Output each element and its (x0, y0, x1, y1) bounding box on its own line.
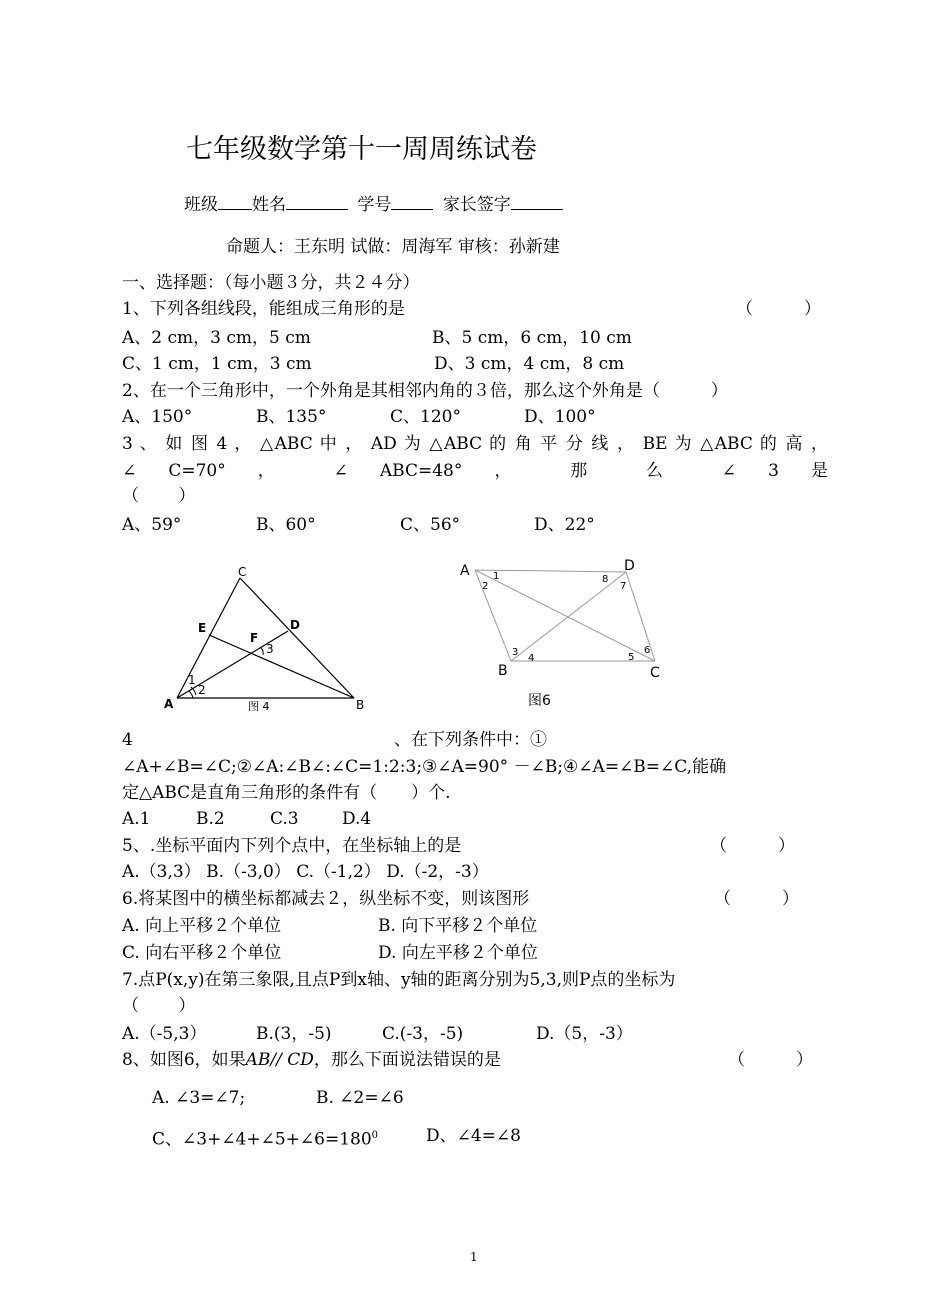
q1-option-a: A、2 cm，3 cm，5 cm (122, 328, 311, 348)
q8-option-d: D、∠4=∠8 (426, 1126, 521, 1146)
q4-line-2: ∠A+∠B=∠C;②∠A:∠B∠:∠C=1:2:3;③∠A=90° －∠B;④∠A=∠B=∠C,能确 (122, 757, 727, 777)
q7-option-b: B.(3，-5) (256, 1024, 332, 1044)
q2-stem: 2、在一个三角形中，一个外角是其相邻内角的３倍，那么这个外角是（ ） (122, 381, 728, 401)
class-label: 班级 (184, 195, 218, 215)
q8-option-c (152, 1125, 378, 1151)
q7-option-c: C.(-3，-5) (382, 1024, 464, 1044)
q4-option-c: C.3 (270, 809, 299, 829)
page-title: 七年级数学第十一周周练试卷 (186, 134, 537, 165)
q7-option-a: A.（-5,3） (122, 1024, 207, 1044)
q8-stem (122, 1049, 501, 1071)
name-label: 姓名 (252, 195, 286, 215)
number-label: 学号 (357, 195, 392, 215)
fig6-angle-3: 3 (512, 647, 519, 658)
q3-line-3: （ ） (122, 486, 196, 506)
fig4-angle-2: 2 (198, 683, 206, 697)
fig6-label-b: B (498, 663, 508, 679)
fig6-angle-8: 8 (602, 574, 609, 585)
fig4-label-a: A (164, 697, 174, 711)
fig6-label-a: A (460, 563, 470, 579)
q6-option-a: A. 向上平移２个单位 (122, 916, 282, 936)
q6-answer-paren: （ ） (714, 889, 799, 909)
fig4-label-f: F (250, 631, 259, 645)
section-heading: 一、选择题：（每小题３分，共２４分） (122, 273, 420, 293)
fig6-angle-1: 1 (493, 571, 500, 582)
q2-option-c: C、120° (390, 407, 461, 427)
fig6-label-d: D (624, 558, 635, 574)
fig6-angle-7: 7 (620, 581, 627, 592)
fig4-angle-1: 1 (188, 673, 196, 687)
q6-option-b: B. 向下平移２个单位 (378, 916, 538, 936)
q4-option-d: D.4 (342, 809, 372, 829)
q5-options: A.（3,3） B.（-3,0） C.（-1,2） D.（-2，-3） (122, 862, 489, 882)
q4-number: 4 (122, 730, 133, 750)
q7-stem: 7.点P(x,y)在第三象限,且点P到x轴、y轴的距离分别为5,3,则P点的坐标为 (122, 970, 676, 990)
student-info-line (184, 190, 563, 215)
number-blank (391, 195, 433, 210)
q1-answer-paren: （ ） (736, 299, 821, 319)
q4-option-b: B.2 (196, 809, 225, 829)
fig6-angle-5: 5 (628, 652, 635, 663)
fig4-caption: 图 4 (248, 700, 270, 713)
q8-stem-pre: 8、如图6，如果 (122, 1050, 246, 1070)
q8-stem-post: ，那么下面说法错误的是 (313, 1050, 501, 1070)
authors-line: 命题人：王东明 试做：周海军 审核：孙新建 (226, 237, 560, 257)
fig4-label-d: D (290, 618, 300, 632)
figure-6-parallelogram (450, 555, 680, 715)
q5-answer-paren: （ ） (710, 836, 795, 856)
fig6-caption: 图6 (528, 693, 551, 709)
q1-option-b: B、5 cm，6 cm，10 cm (432, 328, 632, 348)
fig6-angle-2: 2 (482, 581, 489, 592)
q8-answer-paren: （ ） (728, 1050, 813, 1070)
parent-sign-label: 家长签字 (442, 195, 511, 215)
q8-option-c-sup: 0 (371, 1130, 379, 1141)
q8-stem-math: AB// CD (245, 1050, 314, 1070)
fig6-angle-6: 6 (644, 645, 651, 656)
page-number: 1 (470, 1250, 478, 1264)
q4-option-a: A.1 (122, 809, 151, 829)
figure-4-triangle (150, 560, 380, 720)
q1-option-d: D、3 cm，4 cm，8 cm (434, 354, 625, 374)
fig4-label-e: E (198, 621, 207, 635)
q4-line-1: 、在下列条件中：① (394, 730, 547, 750)
q8-option-a: A. ∠3=∠7; (152, 1088, 246, 1108)
fig4-angle-3: 3 (266, 642, 274, 656)
fig6-angle-4: 4 (528, 653, 535, 664)
q7-answer-paren: （ ） (122, 996, 196, 1016)
q8-option-b: B. ∠2=∠6 (316, 1088, 404, 1108)
parent-sign-blank (511, 195, 563, 210)
q3-line-1: 3 、 如 图 4 ， △ABC 中 ， AD 为 △ABC 的 角 平 分 线 ， BE 为 △ABC 的 高 ， (122, 434, 828, 454)
q7-option-d: D.（5，-3） (536, 1024, 633, 1044)
q3-option-c: C、56° (400, 515, 461, 535)
q3-line-2: ∠ C=70° ， ∠ ABC=48° ， 那 么 ∠ 3 是 (122, 461, 828, 481)
q3-option-a: A、59° (122, 515, 182, 535)
fig4-label-b: B (356, 698, 365, 712)
q6-option-d: D. 向左平移２个单位 (378, 943, 538, 963)
q6-option-c: C. 向右平移２个单位 (122, 943, 282, 963)
fig6-label-c: C (650, 665, 660, 681)
q1-option-c: C、1 cm，1 cm，3 cm (122, 354, 312, 374)
q2-option-d: D、100° (524, 407, 596, 427)
q3-option-b: B、60° (256, 515, 316, 535)
name-blank (286, 195, 348, 210)
q2-option-a: A、150° (122, 407, 193, 427)
class-blank (218, 195, 252, 210)
q8-option-c-text: C、∠3+∠4+∠5+∠6=180 (152, 1129, 372, 1150)
q6-stem: 6.将某图中的横坐标都减去２，纵坐标不变，则该图形 (122, 889, 530, 909)
q5-stem: 5、.坐标平面内下列个点中，在坐标轴上的是 (122, 836, 462, 856)
q3-option-d: D、22° (534, 515, 595, 535)
fig4-label-c: C (238, 565, 247, 579)
q2-option-b: B、135° (256, 407, 327, 427)
q1-stem: 1、下列各组线段，能组成三角形的是 (122, 299, 405, 319)
q4-line-3: 定△ABC是直角三角形的条件有（ ）个. (122, 783, 451, 803)
